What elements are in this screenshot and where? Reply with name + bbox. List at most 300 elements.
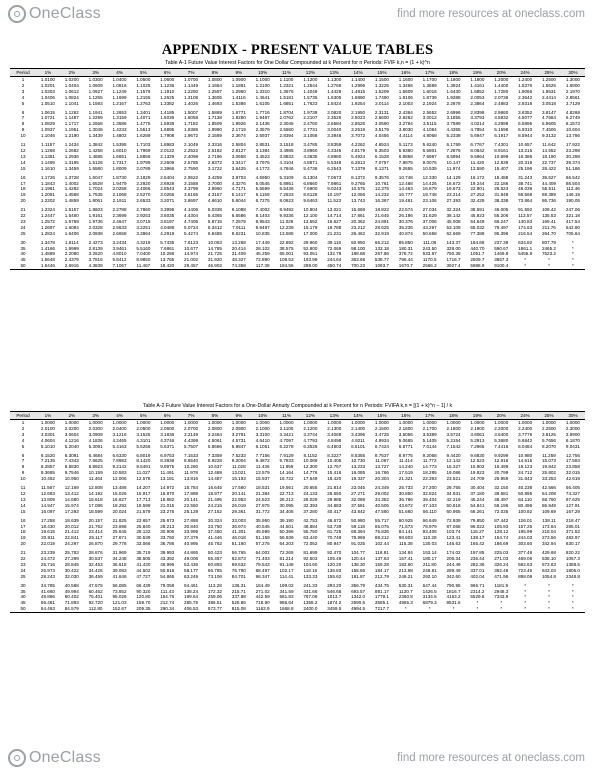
factor-cell: 1.2625	[160, 94, 175, 100]
factor-cell: 13.268	[231, 239, 246, 245]
factor-cell: 2.5937	[255, 133, 270, 139]
factor-cell: 1.3439	[88, 133, 103, 139]
period-cell: 11	[20, 142, 26, 148]
factor-cell: 1.4166	[40, 245, 55, 251]
factor-cell: 4.8010	[112, 251, 127, 257]
factor-cell: 19.923	[470, 470, 485, 476]
factor-cell: 2.1700	[422, 425, 437, 431]
factor-cell: 6.4684	[88, 452, 103, 458]
factor-cell: 1.8009	[112, 165, 127, 171]
factor-cell: 26.212	[279, 496, 294, 502]
period-cell: 16	[20, 517, 26, 523]
factor-cell: 1.1576	[136, 88, 151, 94]
factor-cell: 17.861	[351, 213, 366, 219]
factor-cell: 1.2653	[112, 109, 127, 115]
period-cell: 7	[21, 115, 25, 121]
factor-cell: 10.604	[565, 127, 580, 133]
column-header: 8%	[203, 412, 227, 420]
factor-cell: 24.523	[255, 496, 270, 502]
factor-cell: 95.396	[494, 230, 509, 236]
brand-logo[interactable]	[8, 5, 101, 23]
factor-cell: 5.3680	[494, 437, 509, 443]
factor-cell: 46.672	[327, 517, 342, 523]
factor-cell: 1.0400	[112, 77, 127, 82]
factor-cell: 1.5648	[40, 257, 55, 263]
factor-cell: 9.5964	[470, 153, 485, 159]
factor-cell: 60.893	[207, 561, 222, 567]
factor-cell: 6.5436	[279, 186, 294, 192]
period-cell: 8	[21, 464, 25, 470]
factor-cell: 2.0100	[40, 425, 55, 431]
factor-cell: 4.7405	[184, 218, 199, 224]
factor-cell: 5.2154	[446, 437, 461, 443]
factor-cell: 7343.9	[494, 594, 509, 600]
factor-cell: 9.0243	[327, 186, 342, 192]
factor-cell: 1.6058	[184, 115, 199, 121]
factor-cell: 10.462	[40, 476, 55, 482]
factor-cell: *	[442, 606, 466, 612]
factor-cell: 2.0258	[112, 186, 127, 192]
factor-cell: 66.649	[422, 517, 437, 523]
factor-cell: 3.6035	[160, 213, 175, 219]
factor-cell: 9100.4	[489, 263, 513, 269]
factor-cell: 2.0122	[160, 147, 175, 153]
period-cell: 4	[21, 94, 25, 100]
factor-cell: 434.75	[374, 582, 389, 588]
factor-cell: 3.8030	[398, 127, 413, 133]
factor-cell: 2.2609	[160, 159, 175, 165]
factor-cell: 23.298	[565, 147, 580, 153]
factor-cell: 14.487	[207, 476, 222, 482]
factor-cell: 2.1068	[112, 192, 127, 198]
factor-cell: 85.850	[398, 239, 413, 245]
factor-cell: 20.304	[374, 476, 389, 482]
factor-cell: 6.8858	[398, 153, 413, 159]
factor-cell: 136.31	[231, 582, 246, 588]
factor-cell: 38.142	[446, 213, 461, 219]
column-header: 20%	[489, 69, 513, 77]
factor-cell: 28.755	[446, 485, 461, 491]
factor-cell: 44.865	[184, 550, 199, 556]
factor-cell: 19.244	[470, 180, 485, 186]
factor-cell: 16.722	[279, 476, 294, 482]
factor-cell: 328.00	[446, 245, 461, 251]
factor-cell: 10.835	[255, 230, 270, 236]
factor-cell: 66.542	[565, 174, 580, 180]
factor-cell: 206.34	[446, 556, 461, 562]
factor-cell: 18.420	[327, 476, 342, 482]
period-cell: 9	[21, 470, 25, 476]
factor-cell: 69.389	[541, 192, 556, 198]
factor-cell: 41.301	[231, 529, 246, 535]
factor-cell: 986.64	[279, 600, 294, 606]
factor-cell: 56.110	[422, 508, 437, 514]
factor-cell: 6.1917	[494, 133, 509, 139]
factor-cell: 15.026	[112, 490, 127, 496]
factor-cell: 15.784	[184, 485, 199, 491]
column-header: 20%	[489, 412, 513, 420]
factor-cell: 8.9161	[494, 147, 509, 153]
factor-cell: 673.63	[541, 561, 556, 567]
factor-cell: 23.239	[40, 550, 55, 556]
factor-cell: 73.106	[207, 573, 222, 579]
factor-cell: 11.491	[160, 470, 175, 476]
column-header: 10%	[251, 412, 275, 420]
factor-cell: 209.35	[131, 606, 155, 612]
factor-cell: 19.337	[351, 476, 366, 482]
factor-cell: 1.0721	[40, 115, 55, 121]
factor-cell: 3.2071	[160, 198, 175, 204]
period-cell: 25	[20, 573, 26, 579]
factor-cell: 647.44	[422, 582, 437, 588]
factor-cell: *	[537, 606, 561, 612]
factor-cell: 326.24	[494, 561, 509, 567]
factor-cell: 25.802	[541, 470, 556, 476]
factor-cell: 1.2682	[64, 147, 79, 153]
factor-cell: 9.5491	[136, 464, 151, 470]
factor-cell: 1.9479	[112, 180, 127, 186]
factor-cell: 22.841	[64, 535, 79, 541]
factor-cell: 60.925	[398, 517, 413, 523]
factor-cell: 4.6524	[374, 142, 389, 148]
factor-cell: 13.585	[279, 230, 294, 236]
factor-cell: 22.574	[398, 207, 413, 213]
footer-brand-logo[interactable]	[8, 749, 101, 767]
factor-cell: 13.233	[351, 464, 366, 470]
factor-cell: 3.0909	[88, 431, 103, 437]
column-header: 30%	[561, 69, 585, 77]
factor-cell: 378.72	[398, 251, 413, 257]
factor-cell: 966.71	[470, 582, 485, 588]
factor-cell: 132.78	[327, 251, 342, 257]
factor-cell: 154.76	[160, 594, 175, 600]
factor-cell: 705.64	[565, 230, 580, 236]
factor-cell: 244.49	[446, 561, 461, 567]
factor-cell: *	[561, 263, 585, 269]
factor-cell: 1.0000	[160, 420, 175, 425]
factor-cell: 8.6128	[303, 192, 318, 198]
factor-cell: 54.841	[470, 502, 485, 508]
factor-cell: 3.5832	[494, 115, 509, 121]
factor-cell: 815.08	[227, 606, 251, 612]
factor-cell: 406.53	[179, 606, 203, 612]
factor-cell: 11.026	[279, 218, 294, 224]
factor-cell: 24.472	[40, 556, 55, 562]
factor-cell: 53.436	[184, 561, 199, 567]
factor-cell: 1426.5	[422, 588, 437, 594]
column-header: 7%	[179, 412, 203, 420]
factor-cell: 118.81	[375, 550, 389, 556]
factor-cell: 1.0201	[40, 82, 55, 88]
factor-cell: 1083.7	[370, 263, 394, 269]
factor-cell: 12.523	[470, 458, 485, 464]
factor-cell: 173.64	[541, 523, 556, 529]
factor-cell: 20.024	[112, 508, 127, 514]
factor-cell: 7.2876	[446, 147, 461, 153]
factor-cell: 11.464	[88, 476, 103, 482]
factor-cell: 81.214	[279, 556, 294, 562]
oneclass-logo-icon	[8, 5, 26, 23]
period-cell: 17	[20, 180, 26, 186]
factor-cell: 64.110	[518, 496, 532, 502]
factor-cell: 5.8715	[207, 218, 222, 224]
factor-cell: 2.8262	[398, 115, 413, 121]
period-cell: 13	[20, 496, 26, 502]
factor-cell: 3.5724	[446, 431, 461, 437]
factor-cell: 1874.2	[327, 600, 342, 606]
factor-cell: 582.63	[518, 561, 533, 567]
factor-cell: 32.453	[88, 561, 103, 567]
factor-cell: 55.511	[542, 186, 556, 192]
factor-cell: 7.1379	[351, 165, 366, 171]
factor-cell: 19.748	[422, 192, 437, 198]
factor-cell: 71.893	[64, 600, 79, 606]
factor-cell: 71.673	[398, 523, 413, 529]
factor-cell: 1.9487	[255, 115, 270, 121]
factor-cell: 1.5735	[303, 94, 318, 100]
factor-cell: 5.1405	[422, 437, 437, 443]
factor-cell: 10.730	[351, 458, 366, 464]
factor-cell: 66.439	[136, 582, 151, 588]
factor-cell: 790.95	[446, 582, 461, 588]
factor-cell: 1.7908	[160, 133, 175, 139]
factor-cell: 184.17	[374, 567, 389, 573]
factor-cell: 8.2857	[40, 464, 55, 470]
factor-cell: 1.0000	[40, 420, 55, 425]
factor-cell: 1.2324	[40, 207, 55, 213]
factor-cell: 13.215	[518, 147, 533, 153]
factor-cell: 4.4355	[446, 127, 461, 133]
factor-cell: 32.015	[565, 470, 580, 476]
factor-cell: 3.1722	[207, 165, 222, 171]
factor-cell: 62.669	[446, 230, 461, 236]
factor-cell: 21.412	[64, 529, 79, 535]
factor-cell: 1.6430	[446, 88, 461, 94]
factor-cell: 5.7507	[184, 443, 199, 449]
column-header: 18%	[442, 412, 466, 420]
factor-cell: 212.79	[374, 573, 389, 579]
factor-cell: 159.70	[136, 600, 151, 606]
factor-cell: 14.947	[40, 502, 55, 508]
factor-cell: 197.85	[470, 550, 485, 556]
factor-cell: 1.3676	[279, 88, 294, 94]
factor-cell: *	[572, 600, 574, 606]
factor-cell: 16.386	[518, 153, 533, 159]
factor-cell: 7.0673	[327, 174, 342, 180]
column-header: 18%	[442, 69, 466, 77]
factor-cell: 6.9310	[518, 127, 533, 133]
factor-cell: 6.1088	[231, 207, 246, 213]
factor-cell: 97.625	[565, 496, 580, 502]
factor-cell: 40.238	[518, 485, 533, 491]
factor-cell: 78.979	[422, 523, 437, 529]
factor-cell: 28.422	[541, 165, 556, 171]
factor-cell: 5.6947	[470, 133, 485, 139]
factor-cell: 10.063	[207, 239, 222, 245]
factor-cell: 2948.3	[494, 588, 509, 594]
factor-cell: 2.8561	[565, 94, 580, 100]
factor-cell: 25.733	[398, 485, 413, 491]
factor-cell: 39.374	[565, 159, 580, 165]
factor-cell: 1.0612	[64, 88, 79, 94]
factor-cell: 1.6852	[470, 88, 485, 94]
factor-cell: 38.741	[518, 180, 533, 186]
factor-cell: 7.2135	[40, 458, 55, 464]
factor-cell: 820.22	[565, 550, 580, 556]
factor-cell: 4.4114	[398, 133, 413, 139]
factor-cell: 21.814	[327, 485, 342, 491]
factor-cell: 33.760	[160, 535, 175, 541]
factor-cell: 109.53	[279, 257, 294, 263]
factor-cell: 1.8739	[422, 94, 437, 100]
factor-cell: 216.54	[518, 230, 533, 236]
period-cell: 1	[21, 77, 25, 82]
period-cell: 24	[20, 567, 26, 573]
factor-cell: 19.123	[518, 464, 533, 470]
factor-cell: 17.000	[303, 230, 318, 236]
factor-cell: 25.840	[136, 523, 151, 529]
factor-cell: 163.99	[303, 257, 318, 263]
factor-cell: 2.5580	[279, 127, 294, 133]
factor-cell: 693.57	[351, 588, 366, 594]
factor-cell: 2.8531	[255, 142, 270, 148]
factor-cell: 723.46	[518, 567, 533, 573]
factor-cell: 3.5179	[374, 127, 389, 133]
factor-cell: 573.77	[203, 606, 227, 612]
factor-cell: 31.629	[422, 213, 437, 219]
factor-cell: 8.3938	[160, 458, 175, 464]
factor-cell: 1.7716	[255, 109, 270, 115]
factor-cell: 273.56	[541, 535, 556, 541]
factor-cell: 34.248	[112, 556, 127, 562]
factor-cell: 10.197	[327, 192, 342, 198]
factor-cell: 1.6528	[88, 180, 103, 186]
factor-cell: 7217.7	[370, 606, 394, 612]
factor-cell: 1.4775	[136, 121, 151, 127]
oneclass-logo-icon	[8, 749, 26, 767]
factor-cell: 3.0301	[40, 431, 55, 437]
factor-cell: 1.8704	[279, 109, 294, 115]
factor-cell: 1388.5	[565, 561, 580, 567]
factor-cell: 9.3576	[374, 174, 389, 180]
factor-cell: 1358.2	[303, 600, 318, 606]
factor-cell: 2.1200	[303, 425, 318, 431]
factor-cell: 4.2919	[160, 230, 175, 236]
factor-cell: 1.1664	[207, 82, 222, 88]
factor-cell: *	[513, 263, 537, 269]
factor-cell: 6.3412	[207, 224, 222, 230]
factor-cell: 15.937	[255, 476, 270, 482]
footer-brand-tagline[interactable]: find more resources at oneclass.com	[397, 752, 585, 764]
factor-cell: 2.9372	[207, 159, 222, 165]
factor-cell: 117.39	[251, 263, 275, 269]
factor-cell: 244.03	[518, 535, 533, 541]
factor-cell: 898.09	[518, 573, 533, 579]
factor-cell: 2.4760	[303, 121, 318, 127]
factor-cell: 159.28	[374, 561, 389, 567]
factor-cell: 3.5056	[398, 431, 413, 437]
factor-cell: 3.8125	[541, 431, 556, 437]
factor-cell: 46.996	[160, 561, 175, 567]
factor-cell: 215.71	[231, 588, 246, 594]
factor-cell: 188.88	[351, 251, 366, 257]
factor-cell: 1668.8	[275, 606, 299, 612]
factor-cell: *	[524, 600, 527, 606]
factor-cell: 2.0700	[184, 425, 199, 431]
factor-cell: 17.888	[184, 490, 199, 496]
factor-cell: 7.4506	[541, 127, 556, 133]
factor-cell: 2.4883	[494, 100, 509, 106]
factor-cell: 10.575	[351, 186, 366, 192]
factor-cell: 1.1000	[255, 77, 270, 82]
brand-tagline[interactable]: find more resources at oneclass.com	[397, 8, 585, 20]
factor-cell: 11.067	[375, 458, 389, 464]
factor-cell: 1.8114	[64, 239, 79, 245]
factor-cell: 1.3686	[112, 121, 127, 127]
factor-cell: 1.0300	[88, 77, 103, 82]
factor-cell: 1.2597	[207, 88, 222, 94]
factor-cell: 271.02	[255, 588, 270, 594]
factor-cell: 4.3839	[84, 263, 108, 269]
factor-cell: 1.9799	[136, 159, 151, 165]
factor-cell: 2.0900	[231, 425, 246, 431]
period-cell: 22	[20, 556, 26, 562]
factor-cell: 7.1542	[446, 443, 461, 449]
factor-cell: 2.1000	[255, 425, 270, 431]
factor-cell: 29.778	[112, 541, 127, 547]
factor-cell: 12.839	[494, 159, 509, 165]
factor-cell: 26.973	[40, 567, 55, 573]
column-header: 14%	[346, 412, 370, 420]
factor-cell: 14.552	[541, 147, 556, 153]
factor-cell: 5.4163	[112, 443, 127, 449]
period-cell: 21	[20, 550, 26, 556]
factor-cell: 7.5233	[231, 452, 246, 458]
factor-cell: 4.3746	[160, 437, 175, 443]
factor-cell: 700.23	[346, 263, 370, 269]
factor-cell: 1.4568	[64, 192, 79, 198]
factor-cell: 2.1003	[398, 100, 413, 106]
factor-cell: 5.8412	[112, 257, 127, 263]
factor-cell: 2.8543	[160, 186, 175, 192]
factor-cell: 183.60	[398, 561, 413, 567]
factor-cell: 32.030	[64, 573, 79, 579]
column-header: 17%	[418, 69, 442, 77]
factor-cell: 2.7731	[303, 127, 318, 133]
factor-cell: 49.994	[64, 588, 79, 594]
factor-cell: 4.9211	[351, 437, 365, 443]
factor-cell: 27.393	[446, 198, 461, 204]
factor-cell: 2.5785	[184, 159, 199, 165]
factor-cell: 16.672	[446, 180, 461, 186]
factor-cell: 59.196	[494, 502, 509, 508]
factor-cell: 7.1067	[108, 263, 132, 269]
factor-cell: 28.676	[88, 550, 103, 556]
column-header: 25%	[537, 69, 561, 77]
footer-bar	[0, 746, 595, 770]
table-row	[10, 606, 585, 612]
factor-cell: 1.0404	[64, 82, 79, 88]
factor-cell: *	[513, 606, 537, 612]
factor-cell: 48.497	[494, 496, 509, 502]
factor-cell: 1.1046	[40, 133, 55, 139]
factor-cell: 249.21	[398, 573, 413, 579]
factor-cell: 20.655	[303, 485, 318, 491]
factor-cell: 133.33	[303, 573, 318, 579]
factor-cell: 94.461	[184, 582, 199, 588]
factor-cell: 137.63	[374, 556, 389, 562]
factor-cell: 2.4273	[88, 239, 103, 245]
